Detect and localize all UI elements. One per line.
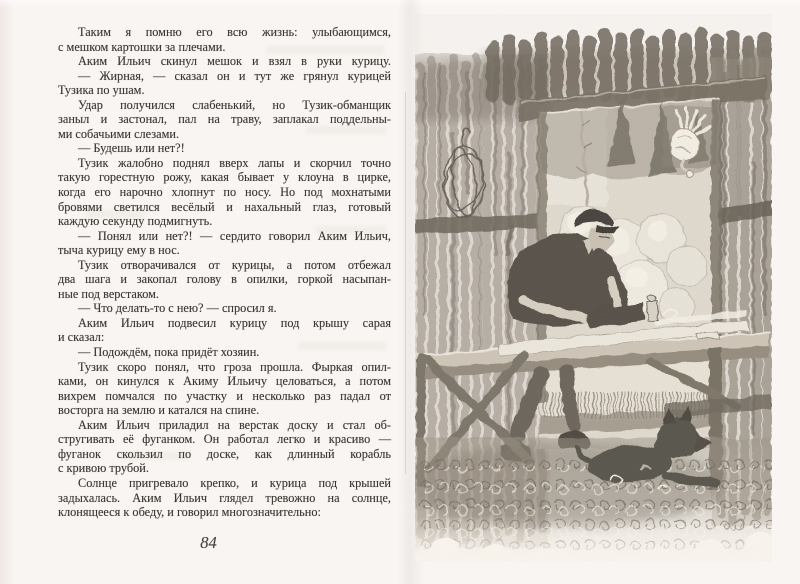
text-line: такую горестную рожу, какая бывает у клоуна в цирке,: [58, 170, 391, 185]
page-number: 84: [200, 533, 217, 552]
illustration: [415, 14, 772, 562]
text-line: Аким Ильич скинул мешок и взял в руки курицу.: [78, 54, 391, 69]
text-line: — Подождём, пока придёт хозяин.: [78, 345, 260, 360]
text-line: два шага и закопал голову в опилки, горкой насыпан-: [58, 272, 391, 287]
text-line: — Что делать-то с нею? — спросил я.: [78, 301, 277, 316]
text-line: Тузик скоро понял, что гроза прошла. Фыркая опил-: [78, 359, 391, 374]
page-gutter-line: [405, 92, 406, 474]
text-line: фуганок скользил по доске, как длинный корабль: [58, 446, 391, 461]
text-line: и сказал:: [58, 330, 105, 345]
text-line: Тузика по ушам.: [58, 83, 145, 98]
text-line: стругивать её фуганком. Он работал легко и красиво —: [58, 432, 391, 447]
text-line: с кривою трубой.: [58, 461, 149, 476]
text-line: Тузик отворачивался от курицы, а потом отбежал: [78, 257, 391, 272]
text-line: — Будешь или нет?!: [78, 141, 185, 156]
text-line: каждую секунду подмигнуть.: [58, 214, 213, 229]
text-line: ные под верстаком.: [58, 286, 159, 301]
text-line: ми собачьими слезами.: [58, 126, 180, 141]
text-line: с мешком картошки за плечами.: [58, 39, 226, 54]
text-line: Аким Ильич приладил на верстак доску и стал об-: [78, 417, 391, 432]
text-line: — Жирная, — сказал он и тут же грянул курицей: [78, 68, 391, 83]
scan-left-edge: [0, 0, 14, 584]
paper-grain: [415, 14, 772, 562]
left-page-text: [58, 25, 391, 520]
text-line: Аким Ильич подвесил курицу под крышу сарая: [78, 315, 391, 330]
text-line: клонящееся к обеду, и говорил многозначительно:: [58, 505, 321, 520]
text-line: Таким я помню его всю жизнь: улыбающимся,: [78, 25, 391, 39]
text-line: заныл и застонал, пал на траву, заплакал поддельны-: [58, 112, 391, 127]
text-line: — Понял или нет?! — сердито говорил Аким Ильич,: [78, 228, 391, 243]
text-line: Удар получился слабенький, но Тузик-обманщик: [78, 97, 391, 112]
text-line: восторга на землю и катался на спине.: [58, 403, 260, 418]
text-line: задыхалась. Аким Ильич глядел тревожно на солнце,: [58, 490, 391, 505]
text-line: Тузик жалобно поднял вверх лапы и скорчил точно: [78, 155, 391, 170]
text-line: тыча курицу ему в нос.: [58, 243, 180, 258]
text-line: вихрем помчался по участку и несколько раз падал от: [58, 388, 391, 403]
text-line: Солнце пригревало крепко, и курица под крышей: [78, 475, 391, 490]
text-line: бровями светился весёлый и нахальный глаз, готовый: [58, 199, 391, 214]
text-line: когда его нарочно хлопнут по носу. Но под мохнатыми: [58, 185, 391, 200]
text-line: ками, он кинулся к Акиму Ильичу целоваться, а потом: [58, 374, 391, 389]
